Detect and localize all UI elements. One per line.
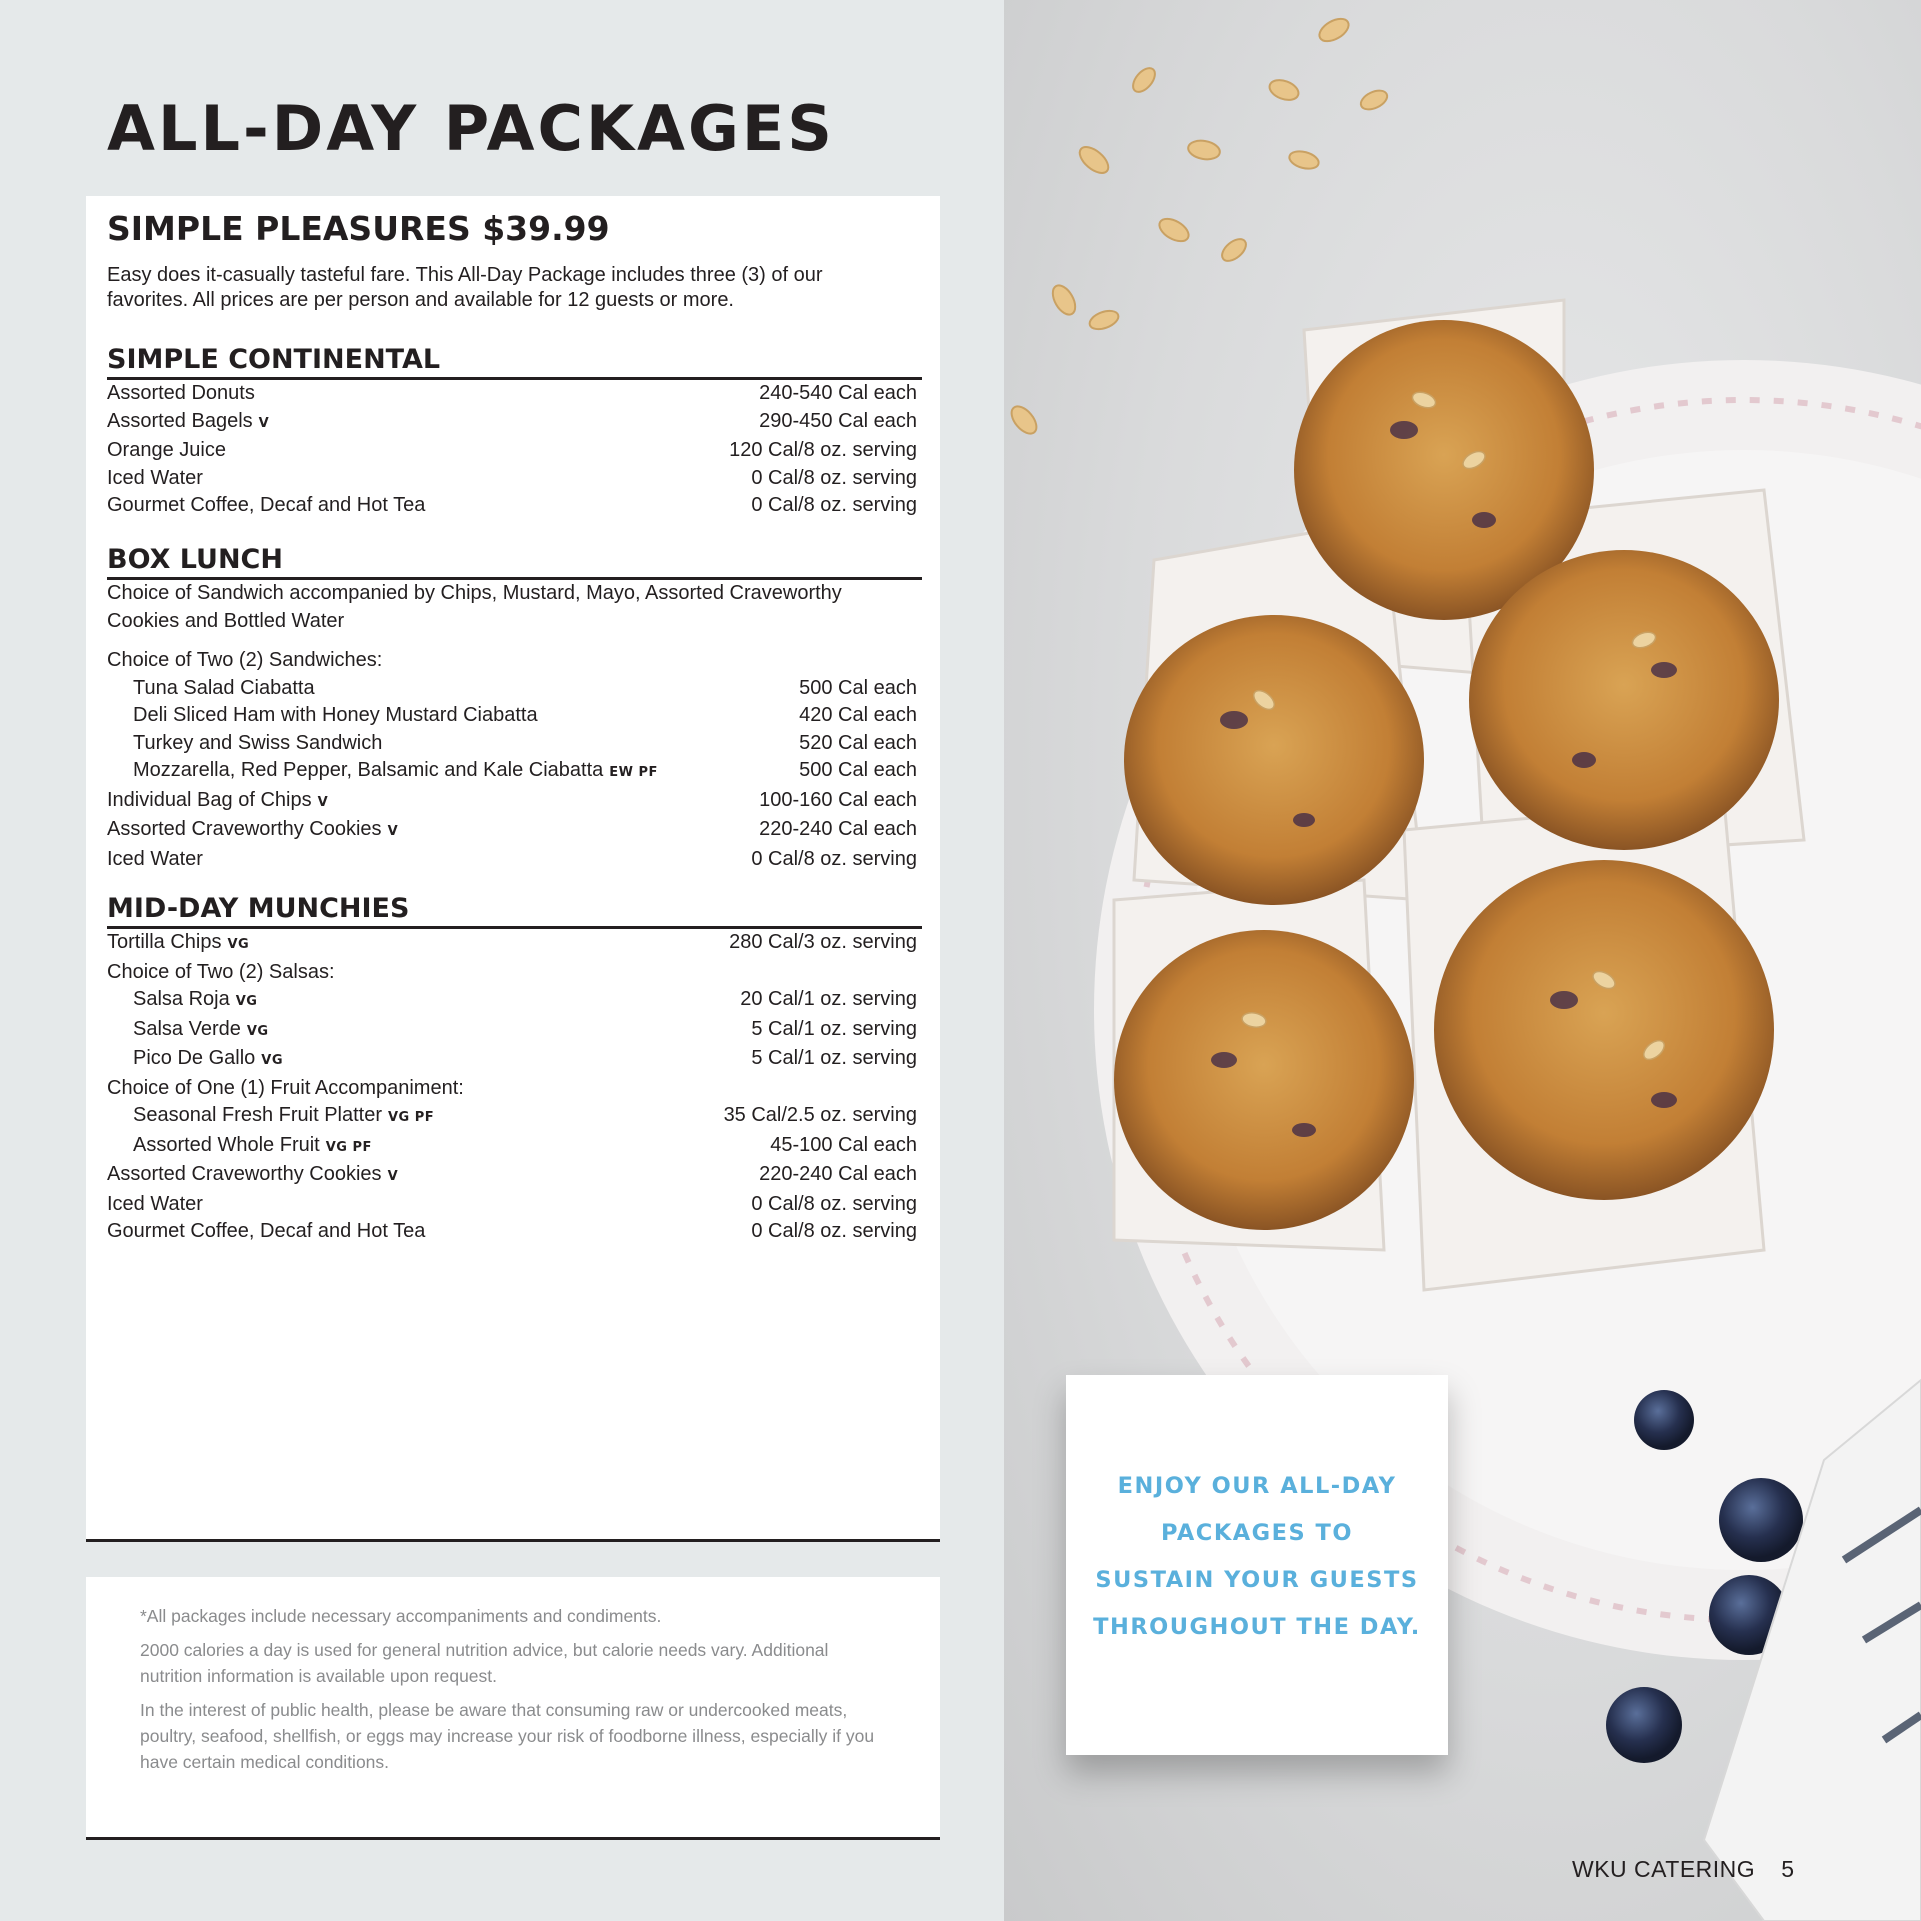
item-name: Orange Juice — [107, 439, 226, 461]
item-calories: 420 Cal each — [799, 704, 917, 726]
menu-item — [107, 1191, 917, 1219]
menu-item — [107, 380, 917, 408]
item-name: Gourmet Coffee, Decaf and Hot Tea — [107, 494, 426, 516]
menu-item — [107, 492, 917, 520]
menu-item-group-label — [107, 959, 917, 987]
menu-item — [107, 816, 917, 846]
item-name: Turkey and Swiss Sandwich — [133, 731, 383, 754]
dietary-tag: VG — [261, 1053, 284, 1068]
item-name: Deli Sliced Ham with Honey Mustard Ciabatta — [133, 704, 538, 726]
section-heading: MID-DAY MUNCHIES — [107, 892, 922, 929]
item-name: Iced Water — [107, 1192, 203, 1215]
menu-item-group-label — [107, 1075, 917, 1103]
item-calories: 0 Cal/8 oz. serving — [751, 1192, 917, 1215]
item-calories: 220-240 Cal each — [759, 818, 917, 840]
menu-item — [107, 437, 917, 465]
item-calories: 120 Cal/8 oz. serving — [729, 439, 917, 461]
item-calories: 100-160 Cal each — [759, 788, 917, 811]
item-name: Pico De Gallo VG — [107, 1045, 283, 1075]
menu-item — [107, 1132, 917, 1162]
item-name: Assorted Whole Fruit VG PF — [107, 1132, 372, 1162]
item-calories: 500 Cal each — [799, 676, 917, 699]
section-simple-continental — [107, 343, 922, 520]
item-name: Assorted Craveworthy Cookies V — [107, 1161, 398, 1191]
menu-item — [107, 757, 917, 787]
item-name: Assorted Donuts — [107, 382, 255, 404]
item-calories: 0 Cal/8 oz. serving — [751, 466, 917, 489]
item-calories: 45-100 Cal each — [770, 1133, 917, 1156]
footnote-accompaniments: *All packages include necessary accompaniments and condiments. — [140, 1606, 662, 1626]
section-box-lunch — [107, 543, 922, 873]
promo-line: ENJOY OUR ALL-DAY — [1117, 1473, 1397, 1499]
menu-item — [107, 1045, 917, 1075]
item-calories: 35 Cal/2.5 oz. serving — [723, 1104, 917, 1126]
item-name: Seasonal Fresh Fruit Platter VG PF — [107, 1102, 434, 1132]
menu-item-group-label — [107, 647, 917, 675]
package-intro: Easy does it-casually tasteful fare. This All-Day Package includes three (3) of our favorites. All prices are per person and available for 12 guests or more. — [107, 264, 823, 311]
dietary-tag: VG — [246, 1023, 269, 1039]
menu-item — [107, 1016, 917, 1046]
dietary-tag: VG — [227, 937, 250, 952]
item-name: Choice of One (1) Fruit Accompaniment: — [107, 1076, 464, 1099]
menu-item — [107, 730, 917, 758]
item-calories: 5 Cal/1 oz. serving — [751, 1017, 917, 1040]
menu-item — [107, 408, 917, 438]
page-title: ALL-DAY PACKAGES — [107, 92, 835, 165]
item-calories: 280 Cal/3 oz. serving — [729, 931, 917, 953]
menu-item — [107, 675, 917, 703]
footnote-card — [86, 1577, 940, 1840]
page-footer — [1572, 1856, 1794, 1883]
item-name: Tuna Salad Ciabatta — [133, 676, 315, 699]
item-name: Salsa Verde VG — [107, 1016, 269, 1046]
dietary-tag: V — [387, 824, 399, 839]
item-list — [107, 380, 917, 520]
menu-item — [107, 1102, 917, 1132]
menu-item — [107, 986, 917, 1016]
dietary-tag: EW PF — [609, 765, 658, 780]
item-name: Choice of Two (2) Salsas: — [107, 960, 335, 983]
section-description: Choice of Sandwich accompanied by Chips, Mustard, Mayo, Assorted Craveworthy Cookies and Bottled Water — [107, 582, 842, 632]
package-title: SIMPLE PLEASURES $39.99 — [107, 209, 610, 248]
item-list — [107, 929, 917, 1246]
section-heading: SIMPLE CONTINENTAL — [107, 343, 922, 380]
item-name: Gourmet Coffee, Decaf and Hot Tea — [107, 1220, 426, 1242]
item-name: Choice of Two (2) Sandwiches: — [107, 649, 383, 671]
item-name: Iced Water — [107, 847, 203, 870]
item-name: Mozzarella, Red Pepper, Balsamic and Kale Ciabatta EW PF — [107, 757, 658, 787]
item-list — [107, 647, 917, 873]
footnote-public-health: In the interest of public health, please be aware that consuming raw or undercooked meats, poultry, seafood, shellfish, or eggs may increase your risk of foodborne illness, especially if you have certain medical conditions. — [140, 1700, 875, 1772]
item-name: Iced Water — [107, 466, 203, 489]
dietary-tag: V — [317, 794, 329, 810]
menu-item — [107, 846, 917, 874]
menu-item — [107, 1218, 917, 1246]
item-name: Individual Bag of Chips V — [107, 787, 328, 817]
menu-item — [107, 1161, 917, 1191]
menu-item — [107, 929, 917, 959]
dietary-tag: VG — [235, 994, 258, 1009]
item-calories: 240-540 Cal each — [759, 382, 917, 404]
promo-line: THROUGHOUT THE DAY. — [1093, 1614, 1421, 1640]
item-calories: 500 Cal each — [799, 759, 917, 781]
promo-line: SUSTAIN YOUR GUESTS — [1095, 1567, 1419, 1593]
menu-card — [86, 196, 940, 1542]
item-name: Assorted Craveworthy Cookies V — [107, 816, 398, 846]
dietary-tag: V — [258, 415, 270, 431]
dietary-tag: V — [387, 1169, 399, 1184]
page-number: 5 — [1781, 1856, 1795, 1882]
item-name: Tortilla Chips VG — [107, 929, 249, 959]
item-name: Assorted Bagels V — [107, 408, 269, 438]
item-calories: 520 Cal each — [799, 731, 917, 754]
promo-text — [1066, 1463, 1448, 1651]
section-mid-day-munchies — [107, 892, 922, 1246]
item-calories: 220-240 Cal each — [759, 1163, 917, 1185]
footer-brand: WKU CATERING — [1572, 1856, 1756, 1882]
section-heading: BOX LUNCH — [107, 543, 922, 580]
item-calories: 0 Cal/8 oz. serving — [751, 494, 917, 516]
menu-item — [107, 787, 917, 817]
item-calories: 0 Cal/8 oz. serving — [751, 1220, 917, 1242]
footnote-calories: 2000 calories a day is used for general nutrition advice, but calorie needs vary. Additional nutrition information is available upon request. — [140, 1640, 829, 1686]
dietary-tag: VG PF — [325, 1139, 372, 1155]
item-calories: 20 Cal/1 oz. serving — [740, 988, 917, 1010]
dietary-tag: VG PF — [388, 1110, 435, 1125]
item-calories: 0 Cal/8 oz. serving — [751, 847, 917, 870]
item-name: Salsa Roja VG — [107, 986, 257, 1016]
promo-line: PACKAGES TO — [1160, 1520, 1354, 1546]
menu-item — [107, 702, 917, 730]
item-calories: 5 Cal/1 oz. serving — [751, 1047, 917, 1069]
promo-card — [1066, 1375, 1448, 1755]
item-calories: 290-450 Cal each — [759, 409, 917, 432]
menu-item — [107, 465, 917, 493]
